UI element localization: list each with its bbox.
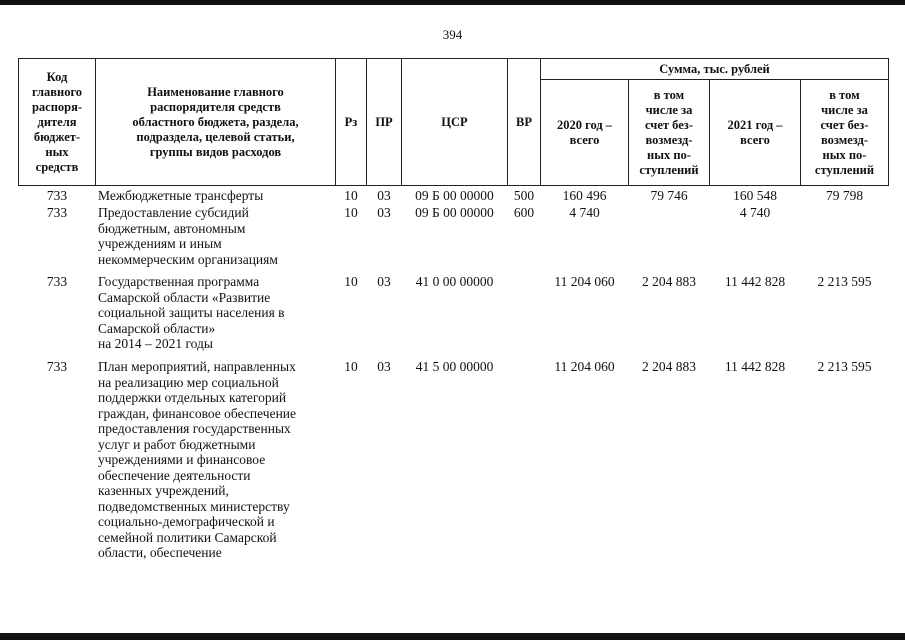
row-3-2021: 11 442 828 bbox=[724, 359, 786, 374]
header-2020-incl bbox=[628, 79, 710, 186]
row-2-name: Государственная программа Самарской области «Развитие социальной защиты населения в Самарской области» на 2014 – 2021 годы bbox=[98, 274, 285, 351]
row-2-2020: 11 204 060 bbox=[554, 274, 615, 289]
row-1-pr: 03 bbox=[377, 205, 391, 220]
header-2021-total-text: 2021 год – всего bbox=[727, 117, 783, 147]
row-1-csr: 09 Б 00 00000 bbox=[415, 205, 494, 220]
row-0-vr: 500 bbox=[513, 188, 535, 203]
row-0-code: 733 bbox=[46, 188, 68, 203]
row-0-pr: 03 bbox=[377, 188, 391, 203]
header-2021-incl bbox=[800, 79, 889, 186]
row-3-2020-incl: 2 204 883 bbox=[642, 359, 696, 374]
header-2020-total-text: 2020 год – всего bbox=[556, 117, 613, 147]
header-2020-incl-text: в том числе за счет без- возмезд- ных по- ступлений bbox=[639, 87, 699, 177]
row-0-rz: 10 bbox=[344, 188, 358, 203]
header-pr-text: ПР bbox=[375, 114, 393, 129]
header-code bbox=[18, 58, 96, 186]
row-0-csr: 09 Б 00 00000 bbox=[415, 188, 494, 203]
header-vr bbox=[507, 58, 541, 186]
row-2-2021: 11 442 828 bbox=[724, 274, 786, 289]
header-code-text: Код главного распоря- дителя бюджет- ных средств bbox=[31, 69, 83, 174]
bottom-border bbox=[0, 633, 905, 640]
header-rz-text: Рз bbox=[344, 114, 358, 129]
row-0-2021: 160 548 bbox=[733, 188, 777, 203]
top-border bbox=[0, 0, 905, 5]
header-2020-total bbox=[540, 79, 629, 186]
row-3-pr: 03 bbox=[377, 359, 391, 374]
page-number: 394 bbox=[442, 27, 463, 42]
header-pr bbox=[366, 58, 402, 186]
row-0-name: Межбюджетные трансферты bbox=[98, 188, 264, 203]
header-2021-total bbox=[709, 79, 801, 186]
row-1-rz: 10 bbox=[344, 205, 358, 220]
header-rz bbox=[335, 58, 367, 186]
row-0-2020-incl: 79 746 bbox=[650, 188, 688, 203]
row-1-code: 733 bbox=[46, 205, 68, 220]
row-2-csr: 41 0 00 00000 bbox=[415, 274, 494, 289]
header-sum-text: Сумма, тыс. рублей bbox=[659, 61, 770, 76]
row-3-2020: 11 204 060 bbox=[554, 359, 615, 374]
row-3-code: 733 bbox=[46, 359, 68, 374]
row-1-name: Предоставление субсидий бюджетным, автономным учреждениям и иным некоммерческим организациям bbox=[98, 205, 278, 267]
header-vr-text: ВР bbox=[516, 114, 532, 129]
row-1-2021: 4 740 bbox=[739, 205, 771, 220]
header-name-text: Наименование главного распорядителя средств областного бюджета, раздела, подраздела, целевой статьи, группы видов расходов bbox=[132, 84, 299, 159]
header-name bbox=[95, 58, 336, 186]
row-1-vr: 600 bbox=[513, 205, 535, 220]
row-2-rz: 10 bbox=[344, 274, 358, 289]
row-2-2021-incl: 2 213 595 bbox=[817, 274, 872, 289]
row-0-2020: 160 496 bbox=[562, 188, 607, 203]
row-2-code: 733 bbox=[46, 274, 68, 289]
row-3-csr: 41 5 00 00000 bbox=[415, 359, 494, 374]
row-2-2020-incl: 2 204 883 bbox=[642, 274, 696, 289]
header-sum bbox=[540, 58, 889, 80]
row-1-2020: 4 740 bbox=[569, 205, 600, 220]
row-3-2021-incl: 2 213 595 bbox=[817, 359, 872, 374]
row-2-pr: 03 bbox=[377, 274, 391, 289]
header-2021-incl-text: в том числе за счет без- возмезд- ных по- ступлений bbox=[814, 87, 875, 177]
row-3-name: План мероприятий, направленных на реализацию мер социальной поддержки отдельных категорий граждан, финансовое обеспечение предоставления государственных услуг и работ бюджетными учреждениями и финансовое обеспечение деятельности казенных учреждений, подведомственных министерству социально-демографической и семейной политики Самарской области, обеспечение bbox=[98, 359, 297, 560]
row-0-2021-incl: 79 798 bbox=[825, 188, 864, 203]
row-3-rz: 10 bbox=[344, 359, 358, 374]
header-csr-text: ЦСР bbox=[441, 114, 468, 129]
header-csr bbox=[401, 58, 508, 186]
